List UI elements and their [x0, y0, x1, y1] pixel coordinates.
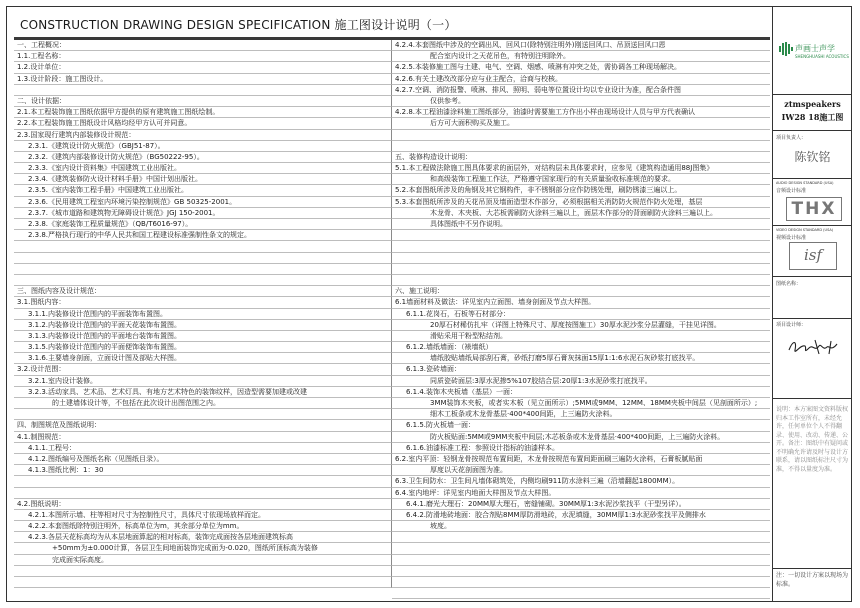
spec-row: 厚度以天花剖面图为准。 [392, 465, 770, 476]
spec-row: 三、图纸内容及设计规范： [14, 286, 392, 297]
spec-row: 仅供参考。 [392, 96, 770, 107]
logo-box [773, 6, 852, 95]
spec-row: 4.2.1.本图所示墙、柱等相对尺寸为控制性尺寸，具体尺寸依现场放样而定。 [14, 510, 392, 521]
spec-row: 墙纸胶贴墙纸局部刮石膏，砂纸打磨5厚石膏灰抹面15厚1:1:6水泥石灰砂浆打底找平。 [392, 353, 770, 364]
spec-row: 3MM装饰木夹板，或者实木板（见立面所示）;5MM或9MM、12MM、18MM夹板中间层（见剖面所示）; [392, 398, 770, 409]
page-title: CONSTRUCTION DRAWING DESIGN SPECIFICATION 施工图设计说明（一） [20, 18, 457, 32]
spec-row: 6.1.3.瓷砖墙面： [392, 364, 770, 375]
spec-row: 5.1.本工程做法除施工图具体要求的面层外，对结构层未具体要求时，应参见《建筑构造通用88J图集》 [392, 163, 770, 174]
spec-row: 6.1.6.油漆标准工程：参照设计指标的油漆样本。 [392, 443, 770, 454]
spec-row: 的土建墙体设计等，不包括在此次设计出图范围之内。 [14, 398, 392, 409]
spec-row: 3.1.2.内装修设计范围内的平面天花装饰布置图。 [14, 320, 392, 331]
spec-row: 3.1.6.主要墙身剖面，立面设计图及部贴大样图。 [14, 353, 392, 364]
isf-logo [789, 242, 837, 270]
left-column [14, 40, 392, 588]
divider [773, 568, 852, 569]
spec-row [392, 264, 770, 275]
logo-icon [779, 42, 793, 56]
spec-row: 4.2.6.有关土建改改部分应与业主配合，洽商与校核。 [392, 74, 770, 85]
spec-row: 4.1.1.工程号： [14, 443, 392, 454]
spec-row: 2.3.8.《家庭装饰工程质量规范》（QB/T6016-97）。 [14, 219, 392, 230]
audio-standard-label-cn: 音频设计标准 [776, 188, 807, 194]
spec-row [14, 264, 392, 275]
spec-row [14, 476, 392, 487]
spec-row: 2.3.5.《室内装饰工程手册》中国建筑工业出版社。 [14, 185, 392, 196]
spec-row: 3.1.5.内装修设计范围内的平面便饰装饰布置图。 [14, 342, 392, 353]
spec-row: 五、装修构造设计说明： [392, 152, 770, 163]
video-standard-label: VIDEO DESIGN STANDARD (USA) [776, 228, 834, 232]
spec-row: 4.2.8.本工程油漆涂料施工图纸部分，油漆时需要施工方作出小样由现场设计人员与甲方代表确认 [392, 107, 770, 118]
spec-row: 6.2.室内平顶：轻钢龙骨按规范布置间距，木龙骨按规范布置间距面刷三遍防火涂料，石膏板腻贴面 [392, 454, 770, 465]
spec-row: 5.3.本套图纸所涉及的天花吊顶及墙面造型木作部分，必须根据相关消防防火规范作防火处理，基层 [392, 197, 770, 208]
project-box [773, 94, 852, 131]
spec-row: 6.1.2.墙纸墙面：（裱墙纸） [392, 342, 770, 353]
spec-row: 2.3.4.《建筑装修防火设计材料手册》中国计划出版社。 [14, 174, 392, 185]
spec-row: 2.1.本工程装饰施工图纸依据甲方提供的原有建筑施工图纸绘制。 [14, 107, 392, 118]
spec-row [14, 241, 392, 252]
spec-row: 6.4.室内地坪：详见室内地面大样图及节点大样图。 [392, 488, 770, 499]
spec-row [392, 253, 770, 264]
spec-row: 四、制图规范及图纸说明： [14, 420, 392, 431]
spec-row [392, 532, 770, 543]
spec-row: 1.2.设计单位： [14, 62, 392, 73]
divider [773, 318, 852, 319]
logo-subtext: SHENGHUASHI ACOUSTICS [795, 54, 849, 59]
spec-row [392, 275, 770, 286]
spec-row [392, 588, 770, 599]
spec-row: 6.1.5.防火板墙一面： [392, 420, 770, 431]
spec-row: 2.3.6.《民用建筑工程室内环境污染控制规范》GB 50325-2001。 [14, 197, 392, 208]
spec-row: 2.2.本工程装饰施工图纸设计风格均经甲方认可并同意。 [14, 118, 392, 129]
spec-row: 滑贴采用干粉型粘结剂。 [392, 331, 770, 342]
leader-name: 陈钦铭 [794, 150, 831, 164]
spec-row [14, 488, 392, 499]
spec-row [392, 141, 770, 152]
spec-row: 和高级装饰工程施工作法，严格遵守国家现行的有关质量验收标准规范的要求。 [392, 174, 770, 185]
spec-row [392, 577, 770, 588]
copyright-note: 说明：本方案图文资料版权归本工作室所有，未经允许，任何单位个人不得翻录、使用、改动、传递、公开。备注：图纸中有疑问或不明确允许请及时与设计方联系，请以图纸标注尺寸为准，不得以量度为准。 [776, 406, 849, 473]
spec-row: 木龙骨、木夹板、大芯板需刷防火涂料三遍以上，面层木作部分的背面刷防火涂料三遍以上。 [392, 208, 770, 219]
audio-standard-label: AUDIO DESIGN STANDARD (USA) [776, 181, 834, 185]
spec-row: 6.4.2.防滑地砖地面：胶合剂贴8MM厚防滑地砖，水泥填缝，30MM厚1:3水泥砂浆找平及侧排水 [392, 510, 770, 521]
spec-row: 细木工板条或木龙骨基层·400*400间距，上三遍防火涂料。 [392, 409, 770, 420]
spec-row: 4.1.制图规范： [14, 432, 392, 443]
spec-row [392, 566, 770, 577]
spec-row: 5.2.本套图纸所涉及的角钢及其它钢构件，非不锈钢部分应作防锈处理，刷防锈漆三遍以上。 [392, 185, 770, 196]
divider [773, 398, 852, 399]
spec-row: 二、设计依据： [14, 96, 392, 107]
spec-row: 3.2.3.活动家具、艺术品、艺术灯具、有地方艺术特色的装饰纹样，因造型需要加建或改建 [14, 387, 392, 398]
title-block [14, 14, 770, 34]
spec-row [14, 253, 392, 264]
spec-row: 3.2.设计范围： [14, 364, 392, 375]
spec-row: 2.3.2.《建筑内部装修设计防火规范》（BG50222-95）。 [14, 152, 392, 163]
spec-row: 同质瓷砖面层:3厚水泥掺5%107胶结合层:20厚1:3水泥砂浆打底找平。 [392, 376, 770, 387]
spec-row [392, 543, 770, 554]
spec-row: 2.3.1.《建筑设计防火规范》（GBJ51-87）。 [14, 141, 392, 152]
spec-row: 20厚石材稀仿扎牢（详图上特殊尺寸、厚度按图施工）30厚水泥沙浆分层灌缝，干挂见详图。 [392, 320, 770, 331]
designer-label: 项目设计师： [776, 322, 807, 328]
spec-row: 4.2.图纸说明： [14, 499, 392, 510]
spec-row: 具体图纸中不另作说明。 [392, 219, 770, 230]
divider [773, 225, 852, 226]
spec-row: 后方可大面积购买及施工。 [392, 118, 770, 129]
spec-row: 3.1.图纸内容： [14, 297, 392, 308]
spec-row: 6.3.卫生间防水：卫生间凡墙体砌筑处，内侧均刷911防水涂料三遍（沿墙翻起1800MM）。 [392, 476, 770, 487]
designer-signature [785, 336, 845, 358]
spec-grid [14, 40, 770, 600]
spec-row: 3.1.3.内装修设计范围内的平面地台装饰布置图。 [14, 331, 392, 342]
spec-row [14, 275, 392, 286]
spec-row: 坡度。 [392, 521, 770, 532]
leader-label: 项目负责人： [776, 135, 807, 141]
project-name: ztmspeakers [784, 99, 841, 109]
logo-text: 声画士声学 [795, 44, 835, 53]
spec-row [392, 555, 770, 566]
spec-row: 3.2.1.室内设计装修。 [14, 376, 392, 387]
drawing-name-label: 图纸名称： [776, 281, 802, 287]
spec-row: 1.3.设计阶段：施工图设计。 [14, 74, 392, 85]
isf-logo-text: isf [803, 246, 823, 264]
spec-row [14, 577, 392, 588]
spec-row [14, 85, 392, 96]
spec-row: 2.3.国家现行建筑内部装修设计规范： [14, 130, 392, 141]
footer-note: 注：一切设计方案以现场为标准。 [776, 572, 849, 588]
video-standard-label-cn: 视频设计标准 [776, 235, 807, 241]
spec-row: 2.3.7.《城市道路和建筑物无障碍设计规范》JGJ 150-2001。 [14, 208, 392, 219]
thx-logo: THX [786, 197, 842, 221]
right-column [392, 40, 770, 599]
spec-row [392, 241, 770, 252]
spec-row: 4.1.3.图纸比例：1：30 [14, 465, 392, 476]
spec-row [14, 566, 392, 577]
spec-row [14, 409, 392, 420]
divider [773, 178, 852, 179]
spec-row: 一、工程概况： [14, 40, 392, 51]
spec-row: +50mm为±0.000计算，各层卫生间地面装饰完成面为-0.020，图纸所顶标高为装修 [14, 543, 392, 554]
spec-row: 4.2.3.各层天花标高均为从本层地面算起的相对标高，装饰完成面按各层地面建筑标高 [14, 532, 392, 543]
spec-row: 6.4.1.磨光大理石：20MM厚大理石，密缝铺砌。30MM厚1:3水泥沙浆找平（干型另详）。 [392, 499, 770, 510]
spec-row: 完成面实际高度。 [14, 555, 392, 566]
spec-row: 2.3.8.严格执行现行的中华人民共和国工程建设标准强制性条文的规定。 [14, 230, 392, 241]
spec-row: 2.3.3.《室内设计资料集》中国建筑工业出版社。 [14, 163, 392, 174]
spec-row: 3.1.1.内装修设计范围内的平面装饰布置图。 [14, 309, 392, 320]
spec-row: 1.1.工程名称： [14, 51, 392, 62]
spec-row: 6.1.1.花岗石，石板等石材部分： [392, 309, 770, 320]
divider [773, 276, 852, 277]
spec-row: 4.1.2.图纸编号及图纸名称（见图纸目录）。 [14, 454, 392, 465]
spec-row [392, 130, 770, 141]
spec-row: 4.2.2.本套图纸除特别注明外，标高单位为m，其余部分单位为mm。 [14, 521, 392, 532]
title-sidebar [772, 6, 852, 602]
spec-row: 4.2.5.本装修施工图与土建、电气、空调、烟感、喷淋有冲突之处，需协调各工种现场解决。 [392, 62, 770, 73]
spec-row [392, 230, 770, 241]
spec-row: 4.2.4.本套图纸中涉及的空调出风、回风口(除特别注明外)刚送回风口、吊顶送回风口恩 [392, 40, 770, 51]
spec-row: 4.2.7.空调、消防报警、喷淋、排风、照明、弱电等位置设计均以专业设计为准，配合条件图 [392, 85, 770, 96]
spec-row: 配合室内设计之天花吊色，有特别注明除外。 [392, 51, 770, 62]
spec-row: 6.1墙面材料及做法：详见室内立面图、墙身剖面及节点大样图。 [392, 297, 770, 308]
project-subtitle: IW28 18施工图 [781, 112, 844, 122]
spec-row: 六、施工说明： [392, 286, 770, 297]
spec-row: 防火板贴面:5MM或9MM夹板中间层;木芯板条或木龙骨基层·400*400间距，上三遍防火涂料。 [392, 432, 770, 443]
spec-row: 6.1.4.装饰木夹板墙（基层）一面： [392, 387, 770, 398]
